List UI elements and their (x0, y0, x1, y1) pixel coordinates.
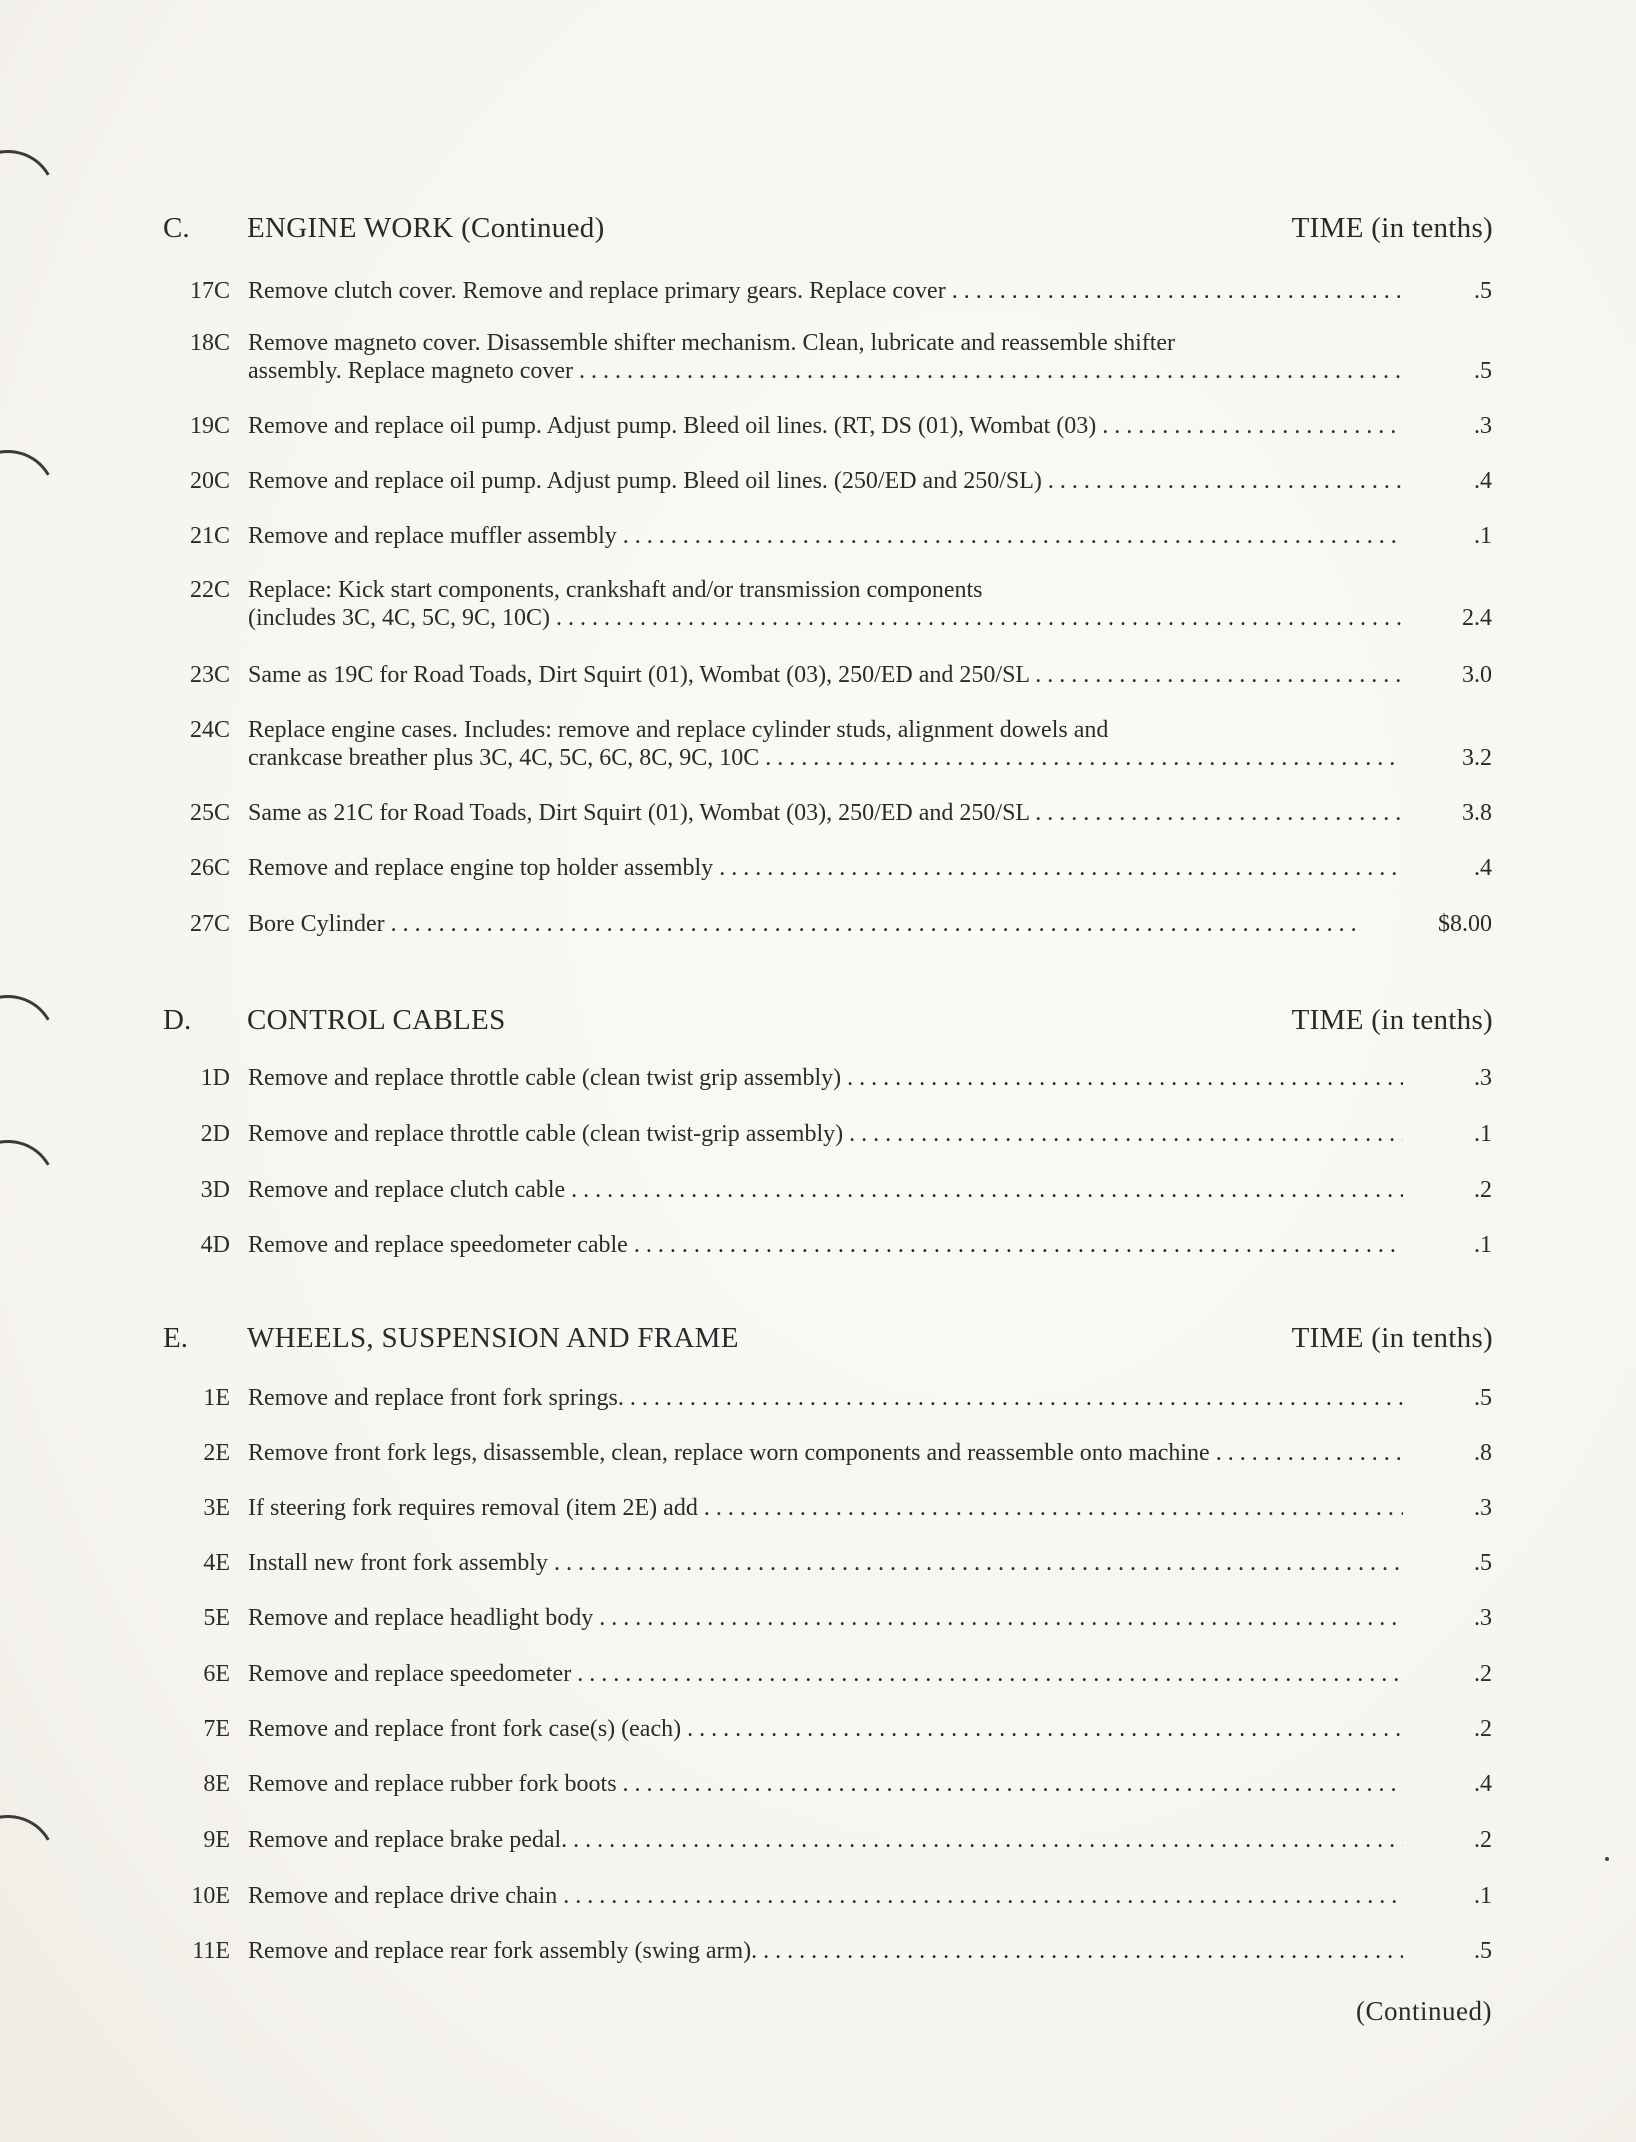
item-time: 2.4 (1462, 605, 1492, 631)
item-code: 7E (203, 1716, 230, 1742)
item-code: 5E (203, 1605, 230, 1631)
item-time: .2 (1474, 1716, 1492, 1742)
section-title: CONTROL CABLES (247, 1004, 506, 1036)
item-time: .1 (1474, 523, 1492, 549)
item-description: Replace: Kick start components, crankshaft and/or transmission components (248, 577, 983, 603)
table-row (170, 329, 1492, 385)
section-title: ENGINE WORK (Continued) (247, 212, 605, 244)
item-code: 4E (203, 1550, 230, 1576)
item-description: Remove front fork legs, disassemble, clean, replace worn components and reassemble onto machine . . . (248, 1439, 1403, 1467)
item-code: 4D (200, 1232, 230, 1258)
item-description-continued: crankcase breather plus 3C, 4C, 5C, 6C, 8C, 9C, 10C . . . (248, 744, 1403, 772)
item-code: 8E (203, 1771, 230, 1797)
item-code: 21C (189, 523, 230, 549)
item-time: .3 (1474, 1495, 1492, 1521)
item-code: 27C (189, 911, 230, 937)
item-description: Remove and replace speedometer cable . . . (248, 1231, 1403, 1259)
item-description: Remove and replace oil pump. Adjust pump. Bleed oil lines. (RT, DS (01), Wombat (03) . . . (248, 412, 1403, 440)
item-time: 3.2 (1462, 745, 1492, 771)
item-code: 1D (200, 1065, 230, 1091)
section-title: WHEELS, SUSPENSION AND FRAME (247, 1322, 739, 1354)
item-code: 24C (189, 717, 230, 743)
item-time: .5 (1474, 1550, 1492, 1576)
section-c-header (163, 212, 1493, 252)
item-code: 10E (191, 1883, 230, 1909)
item-time: .1 (1474, 1232, 1492, 1258)
table-row (170, 576, 1492, 632)
binder-hole (0, 439, 67, 557)
item-code: 3D (200, 1177, 230, 1203)
item-code: 25C (189, 800, 230, 826)
item-description: Remove and replace engine top holder assembly . . . (248, 854, 1403, 882)
item-time: .2 (1474, 1661, 1492, 1687)
item-code: 2E (203, 1440, 230, 1466)
item-code: 22C (189, 577, 230, 603)
item-time: .3 (1474, 1065, 1492, 1091)
item-code: 6E (203, 1661, 230, 1687)
item-time: .8 (1474, 1440, 1492, 1466)
item-time: .5 (1474, 1385, 1492, 1411)
item-code: 20C (189, 468, 230, 494)
item-code: 18C (189, 330, 230, 356)
item-description: Remove and replace speedometer . . . (248, 1660, 1403, 1688)
item-description: Remove and replace throttle cable (clean twist-grip assembly) . . . (248, 1120, 1403, 1148)
item-code: 1E (203, 1385, 230, 1411)
section-e-header (163, 1322, 1493, 1362)
item-description: Remove and replace clutch cable . . . (248, 1176, 1403, 1204)
item-description: Remove magneto cover. Disassemble shifter mechanism. Clean, lubricate and reassemble shifter (248, 330, 1176, 356)
item-description: Replace engine cases. Includes: remove and replace cylinder studs, alignment dowels and (248, 717, 1109, 743)
item-description: Remove and replace brake pedal. . . . (248, 1826, 1403, 1854)
item-description: Remove and replace muffler assembly . . . (248, 522, 1403, 550)
item-description: Remove and replace rubber fork boots . . . (248, 1770, 1403, 1798)
item-time: .2 (1474, 1827, 1492, 1853)
paper-speck (1605, 1857, 1609, 1861)
item-time: .5 (1474, 1938, 1492, 1964)
item-description: Remove and replace oil pump. Adjust pump. Bleed oil lines. (250/ED and 250/SL) . . . (248, 467, 1403, 495)
item-time: $8.00 (1438, 911, 1492, 937)
continued-label: (Continued) (1356, 1996, 1492, 2026)
item-code: 19C (189, 413, 230, 439)
time-column-header: TIME (in tenths) (1291, 212, 1493, 244)
item-time: .4 (1474, 855, 1492, 881)
item-time: .3 (1474, 1605, 1492, 1631)
section-letter: C. (163, 212, 190, 244)
item-code: 11E (192, 1938, 230, 1964)
binder-hole (0, 139, 67, 257)
item-code: 23C (189, 662, 230, 688)
time-column-header: TIME (in tenths) (1291, 1004, 1493, 1036)
section-letter: E. (163, 1322, 188, 1354)
item-description: Remove and replace throttle cable (clean twist grip assembly) . . . (248, 1064, 1403, 1092)
item-code: 9E (203, 1827, 230, 1853)
item-code: 17C (189, 278, 230, 304)
item-time: .5 (1474, 278, 1492, 304)
item-description: Same as 19C for Road Toads, Dirt Squirt (01), Wombat (03), 250/ED and 250/SL . . . (248, 661, 1403, 689)
item-code: 26C (189, 855, 230, 881)
binder-hole (0, 1129, 67, 1247)
item-time: .5 (1474, 358, 1492, 384)
item-description-continued: (includes 3C, 4C, 5C, 9C, 10C) . . . (248, 604, 1403, 632)
item-time: .2 (1474, 1177, 1492, 1203)
item-time: .3 (1474, 413, 1492, 439)
item-description-continued: assembly. Replace magneto cover . . . (248, 357, 1403, 385)
item-description: Install new front fork assembly . . . (248, 1549, 1403, 1577)
item-time: .1 (1474, 1883, 1492, 1909)
table-row (170, 716, 1492, 772)
item-description: Remove and replace rear fork assembly (swing arm). . . . (248, 1937, 1403, 1965)
item-code: 3E (203, 1495, 230, 1521)
item-description: Bore Cylinder . . . (248, 910, 1363, 938)
item-code: 2D (200, 1121, 230, 1147)
binder-hole (0, 984, 67, 1102)
item-description: Remove clutch cover. Remove and replace primary gears. Replace cover . . . (248, 277, 1403, 305)
item-description: Same as 21C for Road Toads, Dirt Squirt (01), Wombat (03), 250/ED and 250/SL . . . (248, 799, 1403, 827)
item-description: If steering fork requires removal (item 2E) add . . . (248, 1494, 1403, 1522)
item-time: .4 (1474, 468, 1492, 494)
item-time: 3.0 (1462, 662, 1492, 688)
item-description: Remove and replace front fork case(s) (each) . . . (248, 1715, 1403, 1743)
item-description: Remove and replace front fork springs. . . . (248, 1384, 1403, 1412)
section-letter: D. (163, 1004, 192, 1036)
time-column-header: TIME (in tenths) (1291, 1322, 1493, 1354)
item-time: .1 (1474, 1121, 1492, 1147)
binder-hole (0, 1804, 67, 1922)
item-time: .4 (1474, 1771, 1492, 1797)
item-time: 3.8 (1462, 800, 1492, 826)
item-description: Remove and replace drive chain . . . (248, 1882, 1403, 1910)
item-description: Remove and replace headlight body . . . (248, 1604, 1403, 1632)
section-d-header (163, 1004, 1493, 1044)
